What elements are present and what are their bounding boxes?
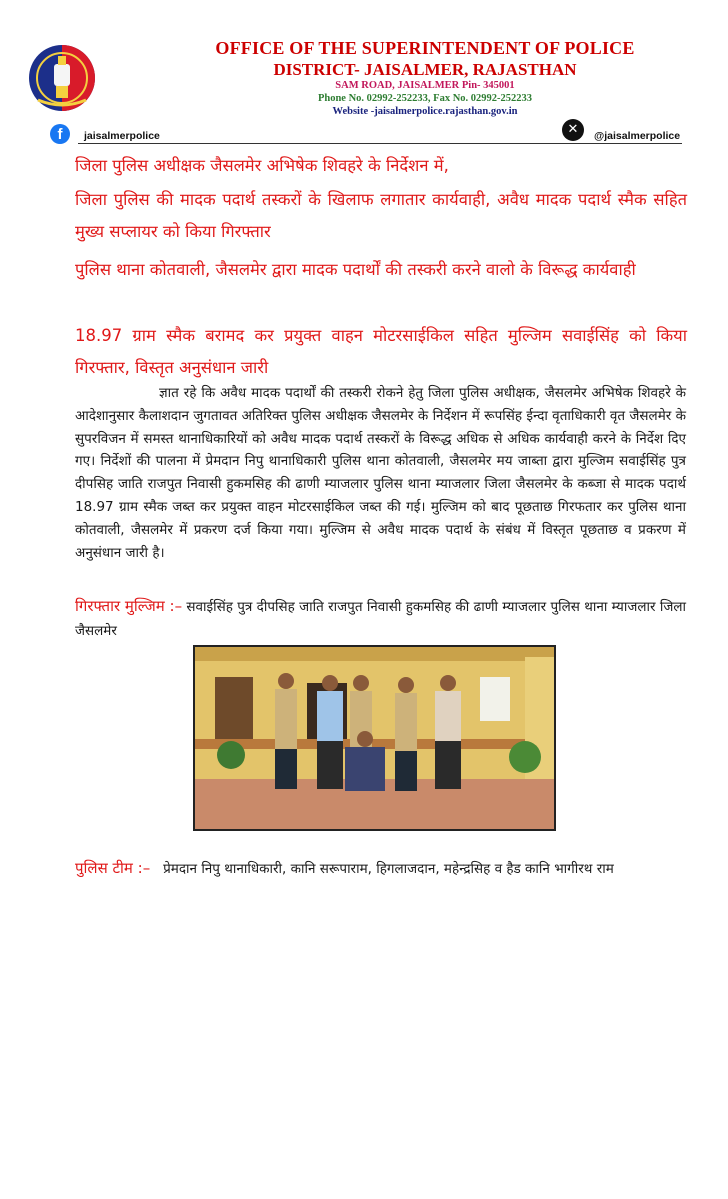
x-handle: @jaisalmerpolice [594, 130, 681, 142]
header-divider [78, 143, 682, 144]
arrest-photo [193, 645, 556, 831]
facebook-handle: jaisalmerpolice [84, 130, 160, 142]
phone-line: Phone No. 02992-252233, Fax No. 02992-252233 [317, 93, 533, 104]
x-twitter-icon: ✕ [562, 119, 584, 141]
office-title: OFFICE OF THE SUPERINTENDENT OF POLICE [215, 38, 635, 58]
rajasthan-police-emblem-icon [28, 44, 96, 112]
headline-3: पुलिस थाना कोतवाली, जैसलमेर द्वारा मादक पदार्थों की तस्करी करने वालो के विरूद्ध कार्यवाही [75, 260, 636, 279]
police-team-text: प्रेमदान निपु थानाधिकारी, कानि सरूपाराम, हिगलाजदान, महेन्द्रसिह व हैड कानि भागीरथ राम [163, 861, 614, 877]
arrested-text: सवाईसिंह पुत्र दीपसिह जाति राजपुत निवासी हुकमसिह की ढाणी म्याजलार पुलिस थाना म्याजलार जिला जैसलमेर [75, 599, 686, 639]
address-line: SAM ROAD, JAISALMER Pin- 345001 [335, 80, 515, 91]
headline-1: जिला पुलिस अधीक्षक जैसलमेर अभिषेक शिवहरे के निर्देशन में, [75, 156, 449, 175]
arrested-label: गिरफ्तार मुल्जिम :– [75, 597, 183, 615]
headline-2: जिला पुलिस की मादक पदार्थ तस्करों के खिलाफ लगातार कार्यवाही, अवैध मादक पदार्थ स्मैक सहित मुख्य सप्लायर को किया गिरफ्तार [75, 190, 687, 241]
district-title: DISTRICT- JAISALMER, RAJASTHAN [273, 60, 577, 79]
website-line: Website -jaisalmerpolice.rajasthan.gov.in [332, 106, 518, 117]
police-team-label: पुलिस टीम :– [75, 859, 151, 877]
headline-4: 18.97 ग्राम स्मैक बरामद कर प्रयुक्त वाहन मोटरसाईकिल सहित मुल्जिम सवाईसिंह को किया गिरफ्तार, विस्तृत अनुसंधान जारी [75, 326, 687, 377]
police-team-section [75, 858, 686, 880]
arrested-section [75, 594, 686, 643]
body-paragraph: ज्ञात रहे कि अवैध मादक पदार्थों की तस्करी रोकने हेतु जिला पुलिस अधीक्षक, जैसलमेर अभिषेक शिवहरे के आदेशानुसार कैलाशदान जुगतावत अतिरिक्त पुलिस अधीक्षक जैसलमेर के निर्देशन में रूपसिंह ईन्दा वृताधिकारी वृत जैसलमेर के सुपरविजन में समस्त थानाधिकारियों को अवैध मादक पदार्थ तस्करों के विरूद्ध अधिक से अधिक कार्यवाही करने के निर्देश दिए गए। निर्देशों की पालना में प्रेमदान निपु थानाधिकारी पुलिस थाना कोतवाली, जैसलमेर मय जाब्ता द्वारा मुल्जिम सवाईसिंह पुत्र दीपसिह जाति राजपुत निवासी हुकमसिह की ढाणी म्याजलार पुलिस थाना म्याजलार जिला जैसलमेर के कब्जा से मादक पदार्थ 18.97 ग्राम स्मैक जब्त कर प्रयुक्त वाहन मोटरसाईकिल जब्त की गई। मुल्जिम को बाद पूछताछ गिरफतार कर पुलिस थाना कोतवाली, जैसलमेर में प्रकरण दर्ज किया गया। मुल्जिम से अवैध मादक पदार्थ के संबंध में विस्तृत पूछताछ व प्रकरण में अनुसंधान जारी है। [75, 385, 686, 561]
facebook-icon: f [50, 124, 70, 144]
